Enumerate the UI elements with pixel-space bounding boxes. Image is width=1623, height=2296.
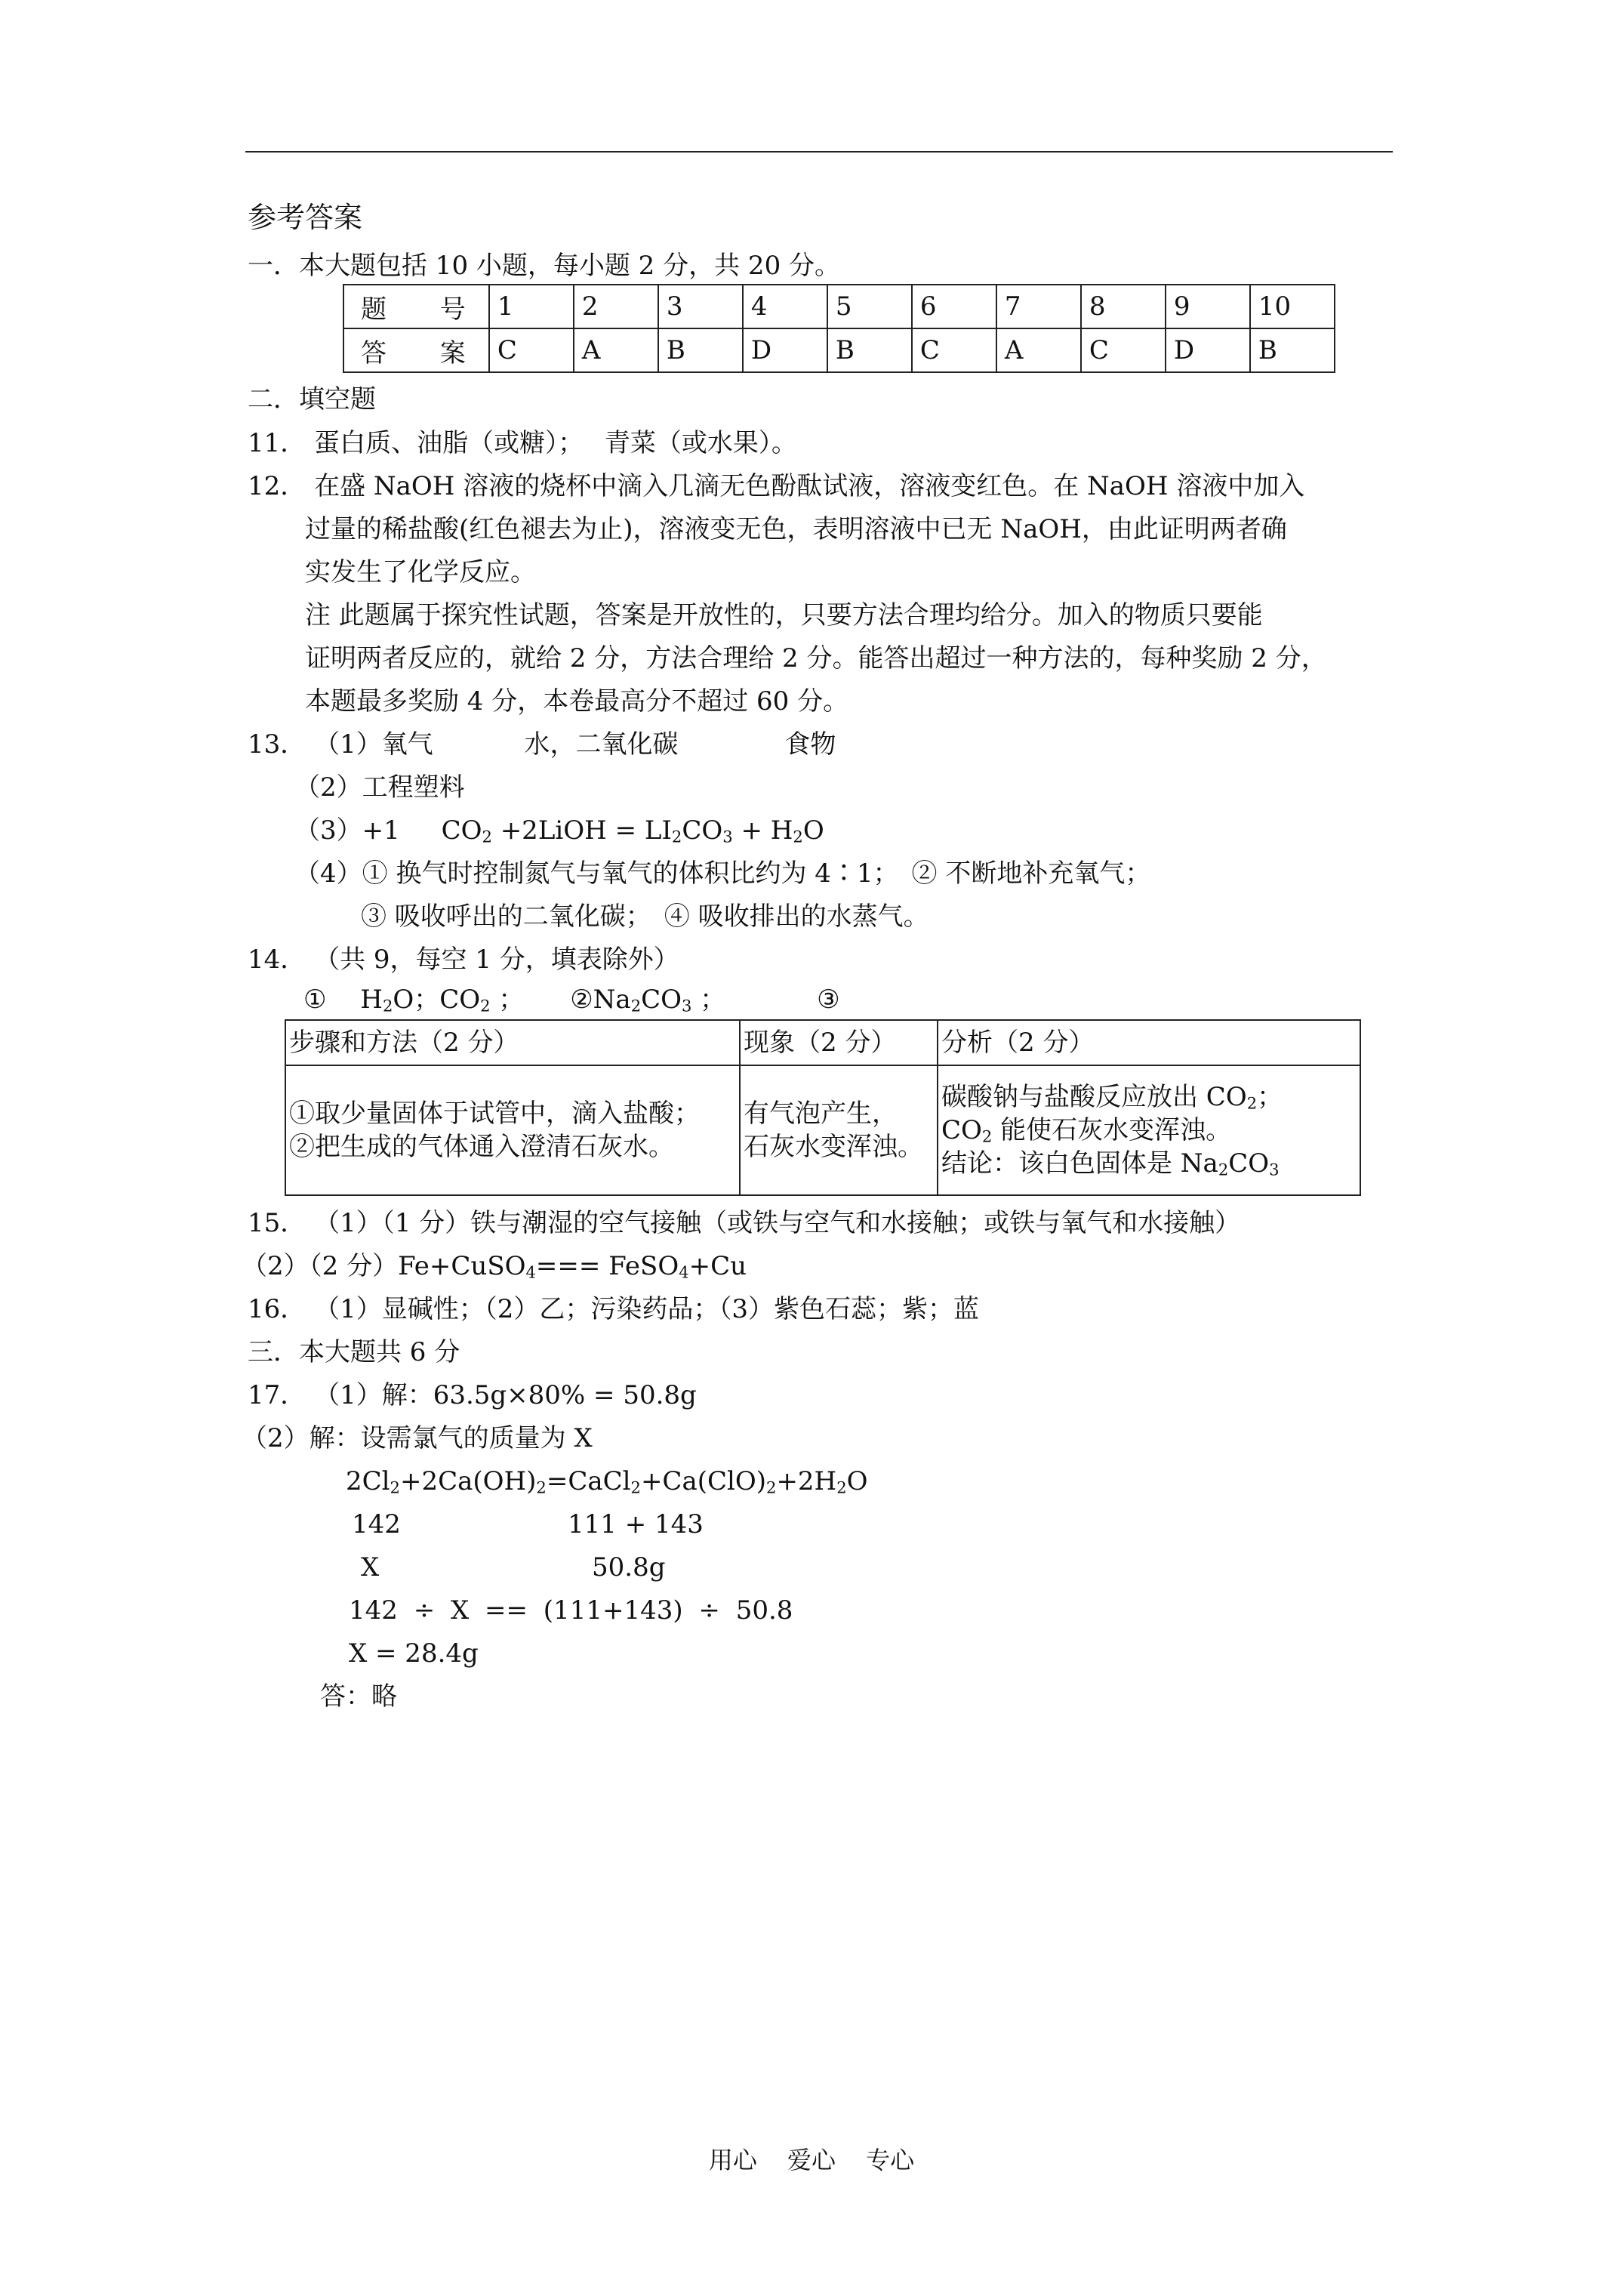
- q17-answer: 答：略: [320, 1681, 397, 1712]
- q12-line-2: 过量的稀盐酸(红色褪去为止)，溶液变无色，表明溶液中已无 NaOH，由此证明两者确: [305, 514, 1287, 544]
- q12-line-3: 实发生了化学反应。: [305, 557, 536, 587]
- q17-ratio-row-1-b: 111 + 143: [568, 1509, 704, 1539]
- q14-cell-phenomenon: 有气泡产生， 石灰水变浑浊。: [740, 1065, 938, 1195]
- number-cell: 4: [743, 285, 827, 328]
- number-cell: 9: [1166, 285, 1250, 328]
- q13-part4-b: ③ 吸收呼出的二氧化碳； ④ 吸收排出的水蒸气。: [361, 901, 929, 932]
- answer-cell: C: [912, 328, 996, 372]
- answer-cell: D: [743, 328, 827, 372]
- answer-cell: B: [658, 328, 743, 372]
- answer-cell: D: [1166, 328, 1250, 372]
- section3-heading: 三．本大题共 6 分: [248, 1337, 460, 1367]
- q13-part1-b: 水，二氧化碳: [524, 729, 679, 760]
- q14-blank1: $H_2O$；$CO_2$ ；: [360, 985, 525, 1015]
- page-title: 参考答案: [248, 201, 363, 234]
- q15-line-1: 15． （1）（1 分）铁与潮湿的空气接触（或铁与空气和水接触；或铁与氧气和水接触）: [248, 1208, 1241, 1238]
- number-cell: 2: [574, 285, 658, 328]
- q14-blank1-label: ①: [303, 985, 327, 1015]
- number-cell: 7: [996, 285, 1081, 328]
- q14-header-method: 步骤和方法（2 分）: [285, 1020, 740, 1065]
- q13-part1-label: 13． （1）氧气: [248, 729, 433, 760]
- q13-part2: （2）工程塑料: [294, 772, 465, 803]
- q13-part4-a: （4）① 换气时控制氮气与氧气的体积比约为 4∶1； ② 不断地补充氧气；: [294, 858, 1151, 889]
- section1-heading: 一．本大题包括 10 小题，每小题 2 分，共 20 分。: [248, 251, 841, 281]
- row-header-answer: 答 案: [343, 328, 489, 372]
- answer-table-row-numbers: [343, 285, 1335, 328]
- q13-part1: [248, 728, 836, 761]
- q12-note-1: 注 此题属于探究性试题，答案是开放性的，只要方法合理均给分。加入的物质只要能: [305, 600, 1263, 630]
- q13-part3-prefix: （3）+1: [294, 815, 400, 846]
- q14-blank3-label: ③: [817, 985, 840, 1015]
- q17-ratio-equation: 142 ÷ X == (111+143) ÷ 50.8: [349, 1595, 793, 1626]
- q15-line-2: （2）（2 分）Fe+CuSO$_4$=== FeSO$_4$+Cu: [242, 1251, 747, 1282]
- q12-line-1: 12． 在盛 NaOH 溶液的烧杯中滴入几滴无色酚酞试液，溶液变红色。在 NaOH 溶液中加入: [248, 471, 1305, 501]
- answer-table: [343, 284, 1335, 373]
- q13-part1-c: 食物: [784, 729, 836, 760]
- q14-heading: 14． （共 9，每空 1 分，填表除外）: [248, 945, 679, 975]
- section2-heading: 二．填空题: [248, 384, 376, 415]
- q14-blank2: $②Na_2CO_3$ ；: [570, 985, 726, 1015]
- q11: 11． 蛋白质、油脂（或糖）； 青菜（或水果）。: [248, 428, 797, 458]
- answer-cell: B: [1250, 328, 1335, 372]
- number-cell: 1: [489, 285, 574, 328]
- q14-header-phenomenon: 现象（2 分）: [740, 1020, 938, 1065]
- q13-equation: $CO_2$ +2LiOH = $LI_2CO_3 + H_2O$: [441, 815, 824, 846]
- q14-table-header-row: [285, 1020, 1360, 1065]
- q13-part3: [294, 814, 824, 847]
- q14-table: [285, 1019, 1361, 1196]
- q14-cell-analysis: 碳酸钠与盐酸反应放出 $CO_2$； $CO_2$ 能使石灰水变浑浊。 结论：该白色固体是 $Na_2CO_3$: [938, 1065, 1360, 1195]
- answer-cell: B: [827, 328, 912, 372]
- q16: 16． （1）显碱性；（2）乙；污染药品；（3）紫色石蕊；紫；蓝: [248, 1294, 979, 1324]
- number-cell: 10: [1250, 285, 1335, 328]
- q12-note-3: 本题最多奖励 4 分，本卷最高分不超过 60 分。: [305, 686, 849, 717]
- q17-line-2: （2）解：设需氯气的质量为 X: [242, 1423, 593, 1453]
- answer-cell: A: [574, 328, 658, 372]
- q14-header-analysis: 分析（2 分）: [938, 1020, 1360, 1065]
- answer-cell: C: [1081, 328, 1166, 372]
- q17-line-1: 17． （1）解：63.5g×80% = 50.8g: [248, 1380, 697, 1410]
- q17-ratio-row-2-b: 50.8g: [592, 1552, 666, 1583]
- q14-blanks: [303, 983, 840, 1016]
- q17-ratio-row-1-a: 142: [352, 1509, 401, 1539]
- number-cell: 6: [912, 285, 996, 328]
- q17-equation: $2Cl_2+2Ca(OH)_2=CaCl_2+Ca(ClO)_2+2H_2O$: [346, 1466, 868, 1497]
- number-cell: 8: [1081, 285, 1166, 328]
- number-cell: 3: [658, 285, 743, 328]
- header-rule: [245, 151, 1393, 153]
- answer-cell: C: [489, 328, 574, 372]
- answer-table-row-answers: [343, 328, 1335, 372]
- q17-ratio-row-2-a: X: [361, 1552, 380, 1583]
- q12-note-2: 证明两者反应的，就给 2 分，方法合理给 2 分。能答出超过一种方法的，每种奖励 2 分，: [305, 643, 1327, 673]
- q14-cell-method: ①取少量固体于试管中，滴入盐酸； ②把生成的气体通入澄清石灰水。: [285, 1065, 740, 1195]
- number-cell: 5: [827, 285, 912, 328]
- answer-cell: A: [996, 328, 1081, 372]
- q14-table-body-row: [285, 1065, 1360, 1195]
- q17-result: X = 28.4g: [349, 1638, 479, 1669]
- row-header-number: 题 号: [343, 285, 489, 328]
- page-footer: 用心 爱心 专心: [708, 2146, 915, 2174]
